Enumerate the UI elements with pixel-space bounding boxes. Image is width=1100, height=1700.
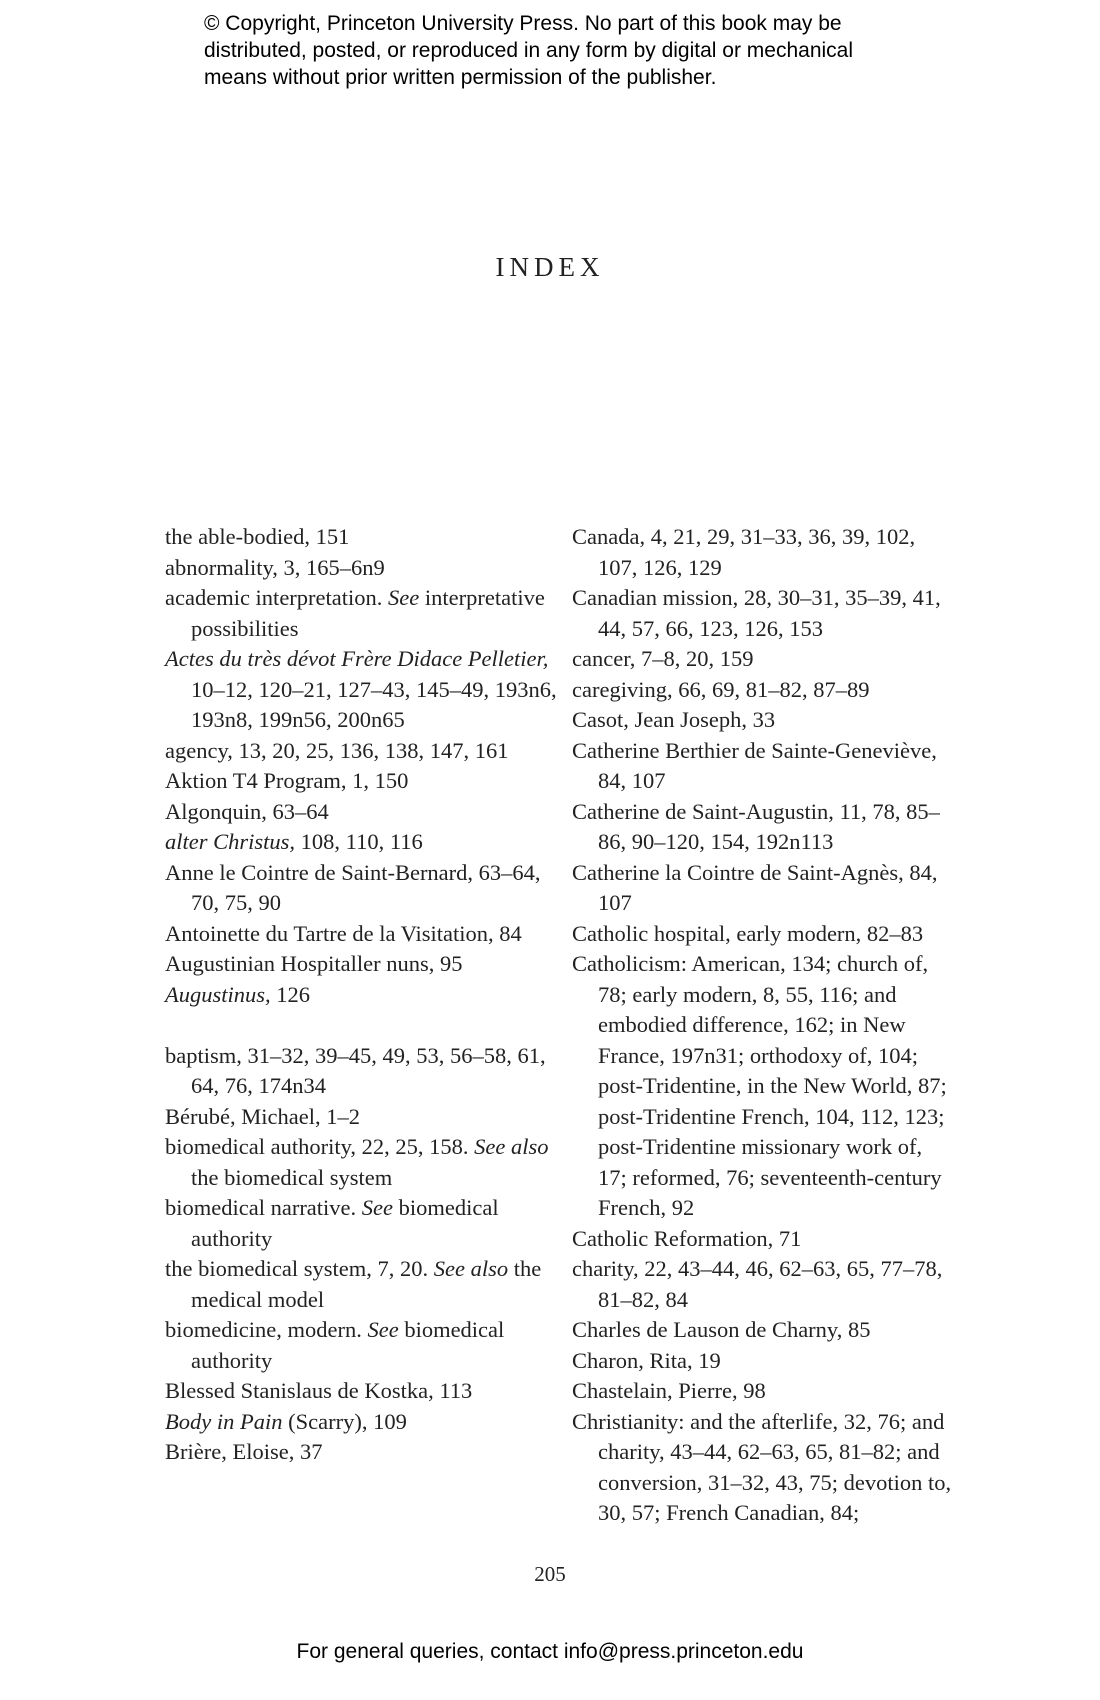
index-entry-text: Catherine la Cointre de Saint-Agnès, 84, 107 <box>572 859 938 915</box>
index-entry <box>572 644 952 675</box>
index-entry <box>165 919 557 950</box>
index-entry <box>572 919 952 950</box>
index-entry <box>572 1315 952 1346</box>
index-entry <box>165 553 557 584</box>
index-entry <box>165 522 557 553</box>
index-entry-text: biomedical authority, 22, 25, 158. <box>165 1134 475 1159</box>
page-number: 205 <box>534 1562 566 1586</box>
index-entry <box>165 736 557 767</box>
index-entry-italic-text: See also <box>474 1134 549 1159</box>
index-entry-text: abnormality, 3, 165–6n9 <box>165 554 385 580</box>
index-entry <box>572 1254 952 1315</box>
index-entry-text: Bérubé, Michael, 1–2 <box>165 1103 360 1129</box>
index-entry-italic-text: Body in Pain <box>165 1408 283 1434</box>
index-heading: INDEX <box>495 252 605 282</box>
index-entry-text: Aktion T4 Program, 1, 150 <box>165 768 409 793</box>
index-entry-text: Augustinian Hospitaller nuns, 95 <box>165 951 463 976</box>
index-entry-italic-text: alter Christus, <box>165 829 296 854</box>
index-entry-text: Christianity: and the afterlife, 32, 76; and charity, 43–44, 62–63, 65, 81–82; and conversion, 31–32, 43, 75; devotion to, 30, 57; French Canadian, 84; <box>572 1408 952 1525</box>
index-entry-text: Catholic Reformation, 71 <box>572 1225 802 1251</box>
index-entry-text: Antoinette du Tartre de la Visitation, 84 <box>165 920 522 946</box>
index-entry-text: the able-bodied, 151 <box>165 524 350 549</box>
copyright-line: means without prior written permission of the publisher. <box>204 66 717 89</box>
index-entry <box>572 1407 952 1529</box>
index-entry-text: Canada, 4, 21, 29, 31–33, 36, 39, 102, 107, 126, 129 <box>572 524 916 580</box>
index-entry <box>572 675 952 706</box>
index-entry <box>572 949 952 1224</box>
index-entry <box>572 522 952 583</box>
index-entry-text: the medical model <box>191 1256 542 1312</box>
index-entry <box>165 858 557 919</box>
index-entry-text: biomedicine, modern. <box>165 1317 368 1342</box>
index-entry <box>572 736 952 797</box>
index-column-right <box>572 522 952 1529</box>
index-entry-text: Catherine de Saint-Augustin, 11, 78, 85–86, 90–120, 154, 192n113 <box>572 798 940 854</box>
index-entry <box>572 705 952 736</box>
index-entry-text: (Scarry), 109 <box>282 1408 407 1434</box>
index-entry <box>572 797 952 858</box>
index-entry <box>572 858 952 919</box>
index-entry <box>165 980 557 1011</box>
index-entry-italic-text: See <box>361 1195 394 1220</box>
index-entry <box>165 644 557 736</box>
index-column-left <box>165 522 557 1468</box>
index-entry-text: 126 <box>270 981 311 1007</box>
index-entry-text: biomedical narrative. <box>165 1195 362 1220</box>
index-entry-text: Charon, Rita, 19 <box>572 1347 721 1373</box>
index-entry-text: 10–12, 120–21, 127–43, 145–49, 193n6, 193n8, 199n56, 200n65 <box>191 676 557 732</box>
index-entry-text: Catherine Berthier de Sainte-Geneviève, 84, 107 <box>572 737 937 793</box>
index-entry <box>165 1376 557 1407</box>
index-entry-text: the biomedical system <box>191 1164 393 1190</box>
index-entry <box>165 1407 557 1438</box>
index-entry-italic-text: See <box>367 1317 399 1342</box>
index-entry <box>165 1437 557 1468</box>
index-entry-italic-text: See also <box>433 1256 509 1281</box>
index-entry <box>165 1102 557 1133</box>
index-entry-text: cancer, 7–8, 20, 159 <box>572 646 754 671</box>
index-entry-text: biomedical authority <box>191 1317 505 1373</box>
index-entry-text: Charles de Lauson de Charny, 85 <box>572 1317 871 1342</box>
index-entry-text: Anne le Cointre de Saint-Bernard, 63–64, 70, 75, 90 <box>165 859 541 915</box>
index-entry <box>165 827 557 858</box>
index-entry <box>572 1346 952 1377</box>
index-entry <box>165 583 557 644</box>
index-entry-text: Blessed Stanislaus de Kostka, 113 <box>165 1378 473 1403</box>
copyright-line: distributed, posted, or reproduced in any form by digital or mechanical <box>204 39 854 62</box>
index-entry-text: academic interpretation. <box>165 585 389 610</box>
index-entry-italic-text: See <box>388 585 420 610</box>
index-entry-text: charity, 22, 43–44, 46, 62–63, 65, 77–78, 81–82, 84 <box>572 1256 943 1312</box>
index-entry <box>165 949 557 980</box>
index-entry-text: Casot, Jean Joseph, 33 <box>572 707 776 732</box>
index-entry-italic-text: Augustinus, <box>165 981 271 1007</box>
footer-contact: For general queries, contact info@press.princeton.edu <box>296 1640 804 1663</box>
index-entry-text: Brière, Eloise, 37 <box>165 1439 323 1464</box>
index-entry <box>165 1254 557 1315</box>
index-entry <box>572 583 952 644</box>
index-entry-text: biomedical authority <box>191 1195 499 1251</box>
index-entry-text: baptism, 31–32, 39–45, 49, 53, 56–58, 61, 64, 76, 174n34 <box>165 1042 546 1098</box>
index-entry <box>165 797 557 828</box>
index-entry <box>165 1132 557 1193</box>
index-entry <box>165 766 557 797</box>
index-entry-text: Canadian mission, 28, 30–31, 35–39, 41, 44, 57, 66, 123, 126, 153 <box>572 585 941 641</box>
index-entry <box>165 1315 557 1376</box>
copyright-notice <box>204 10 924 91</box>
index-entry-text: Algonquin, 63–64 <box>165 798 329 824</box>
index-entry <box>165 1193 557 1254</box>
index-entry <box>165 1041 557 1102</box>
index-entry-text: interpretative possibilities <box>191 585 545 641</box>
index-entry <box>572 1224 952 1255</box>
index-entry-text: agency, 13, 20, 25, 136, 138, 147, 161 <box>165 737 509 763</box>
index-entry-text: Catholic hospital, early modern, 82–83 <box>572 920 924 946</box>
index-entry-text: caregiving, 66, 69, 81–82, 87–89 <box>572 676 870 702</box>
index-entry-text: 108, 110, 116 <box>295 829 423 854</box>
index-entry-text: Catholicism: American, 134; church of, 78; early modern, 8, 55, 116; and embodied difference, 162; in New France, 197n31; orthodoxy of, 104; post-Tridentine, in the New World, 87; post-Tridentine French, 104, 112, 123; post-Tridentine missionary work of, 17; reformed, 76; seventeenth-century French, 92 <box>572 951 947 1220</box>
index-entry <box>572 1376 952 1407</box>
index-entry-text: the biomedical system, 7, 20. <box>165 1256 434 1281</box>
copyright-line: © Copyright, Princeton University Press. No part of this book may be <box>204 12 842 35</box>
index-entry-italic-text: Actes du très dévot Frère Didace Pelletier, <box>165 646 549 671</box>
letter-group-gap <box>165 1010 557 1041</box>
index-entry-text: Chastelain, Pierre, 98 <box>572 1378 766 1403</box>
